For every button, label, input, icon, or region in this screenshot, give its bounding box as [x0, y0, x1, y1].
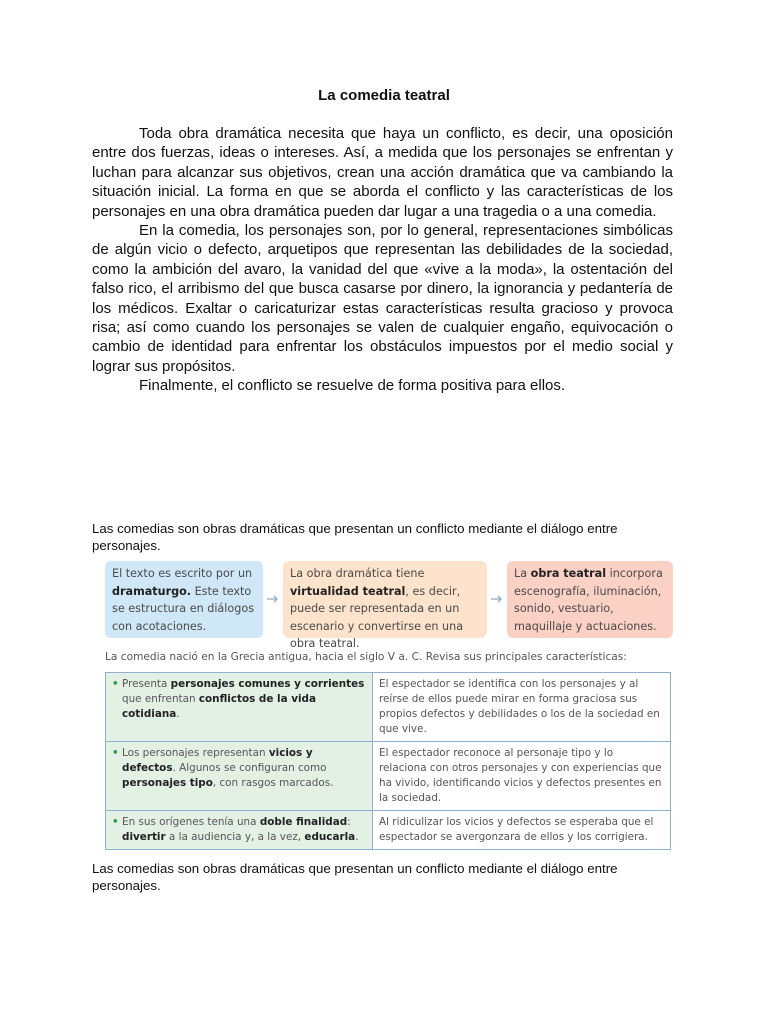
table-cell-characteristic — [106, 742, 373, 811]
cell-bold: vicios y defectos — [122, 747, 313, 774]
table-row — [106, 811, 671, 850]
flow-text: incorpora escenografía, iluminación, sonido, vestuario, maquillaje y actuaciones. — [514, 567, 663, 633]
flow-box-dramaturgo — [105, 561, 263, 638]
document-title: La comedia teatral — [318, 87, 450, 104]
figure-intro: La comedia nació en la Grecia antigua, hacia el siglo V a. C. Revisa sus principales características: — [105, 651, 627, 663]
cell-text: En sus orígenes tenía una — [122, 816, 260, 828]
essay-paragraph: Finalmente, el conflicto se resuelve de forma positiva para ellos. — [139, 377, 566, 395]
table-cell-effect: El espectador reconoce al personaje tipo y lo relaciona con otros personajes y con experiencias que ha vivido, identificando vicios y defectos presentes en la sociedad. — [373, 742, 671, 811]
cell-text: que enfrentan — [122, 693, 199, 705]
table-row — [106, 673, 671, 742]
table-cell-effect: El espectador se identifica con los personajes y al reírse de ellos puede mirar en forma graciosa sus propios defectos y debilidades o los de la sociedad en que vive. — [379, 678, 660, 735]
flow-bold: obra teatral — [530, 567, 607, 580]
bullet-icon: • — [112, 678, 119, 690]
flow-text: Este texto se estructura en diálogos con acotaciones. — [112, 584, 255, 633]
table-cell-effect: Al ridiculizar los vicios y defectos se esperaba que el espectador se avergonzara de ellos y los corrigiera. — [373, 811, 671, 850]
flow-text: La — [514, 567, 531, 580]
cell-bold: educarla — [304, 831, 356, 843]
flow-box-obra-teatral — [507, 561, 673, 638]
essay-body — [92, 124, 673, 396]
cell-text: : — [347, 816, 351, 828]
cell-text: . Algunos se configuran como — [172, 762, 327, 774]
arrow-right-icon — [489, 591, 505, 607]
caption-top: Las comedias son obras dramáticas que presentan un conflicto mediante el diálogo entre personajes. — [92, 521, 618, 553]
bullet-icon: • — [112, 747, 119, 759]
cell-bold: divertir — [122, 831, 166, 843]
cell-bold: personajes comunes y corrientes — [170, 678, 365, 690]
cell-bold: personajes tipo — [122, 777, 213, 789]
essay-paragraph: Toda obra dramática necesita que haya un conflicto, es decir, una oposición entre dos fuerzas, ideas o intereses. Así, a medida que los personajes se enfrentan y luchan para alcanzar sus objetivos, crean una acción dramática que va cambiando la situación inicial. La forma en que se aborda el conflicto y las características de los personajes en una obra dramática pueden dar lugar a una tragedia o a una comedia. — [92, 125, 673, 220]
table-row — [106, 742, 671, 811]
flow-text: La obra dramática tiene — [290, 567, 425, 580]
table-cell-characteristic — [106, 811, 373, 850]
caption-bottom: Las comedias son obras dramáticas que presentan un conflicto mediante el diálogo entre personajes. — [92, 861, 618, 893]
comedy-figure — [105, 561, 673, 843]
cell-text: Presenta — [122, 678, 171, 690]
arrow-right-icon — [265, 591, 281, 607]
flow-box-virtualidad — [283, 561, 487, 651]
characteristics-table — [105, 672, 671, 850]
flow-bold: dramaturgo. — [112, 584, 192, 598]
table-cell-characteristic — [106, 673, 373, 742]
cell-text: Los personajes representan — [122, 747, 269, 759]
cell-text: . — [355, 831, 359, 843]
cell-bold: conflictos de la vida cotidiana — [122, 693, 316, 720]
cell-text: a la audiencia y, a la vez, — [165, 831, 305, 843]
cell-text: , con rasgos marcados. — [212, 777, 334, 789]
bullet-icon: • — [112, 816, 119, 828]
cell-text: . — [176, 708, 180, 720]
flow-text: El texto es escrito por un — [112, 567, 253, 580]
flow-bold: virtualidad teatral — [290, 584, 406, 598]
cell-bold: doble finalidad — [259, 816, 348, 828]
essay-paragraph: En la comedia, los personajes son, por lo general, representaciones simbólicas de algún vicio o defecto, arquetipos que representan las debilidades de la sociedad, como la ambición del avaro, la vanidad del que «vive a la moda», la ostentación del falso rico, el arribismo del que busca casarse por dinero, la ignorancia y pedantería de los médicos. Exaltar o caricaturizar estas características resulta gracioso y provoca risa; así como cuando los personajes se valen de cualquier engaño, equivocación o cambio de identidad para enfrentar los obstáculos impuestos por el medio social y lograr sus propósitos. — [92, 222, 673, 375]
flow-text: , es decir, puede ser representada en un escenario y convertirse en una obra teatral. — [290, 584, 464, 651]
